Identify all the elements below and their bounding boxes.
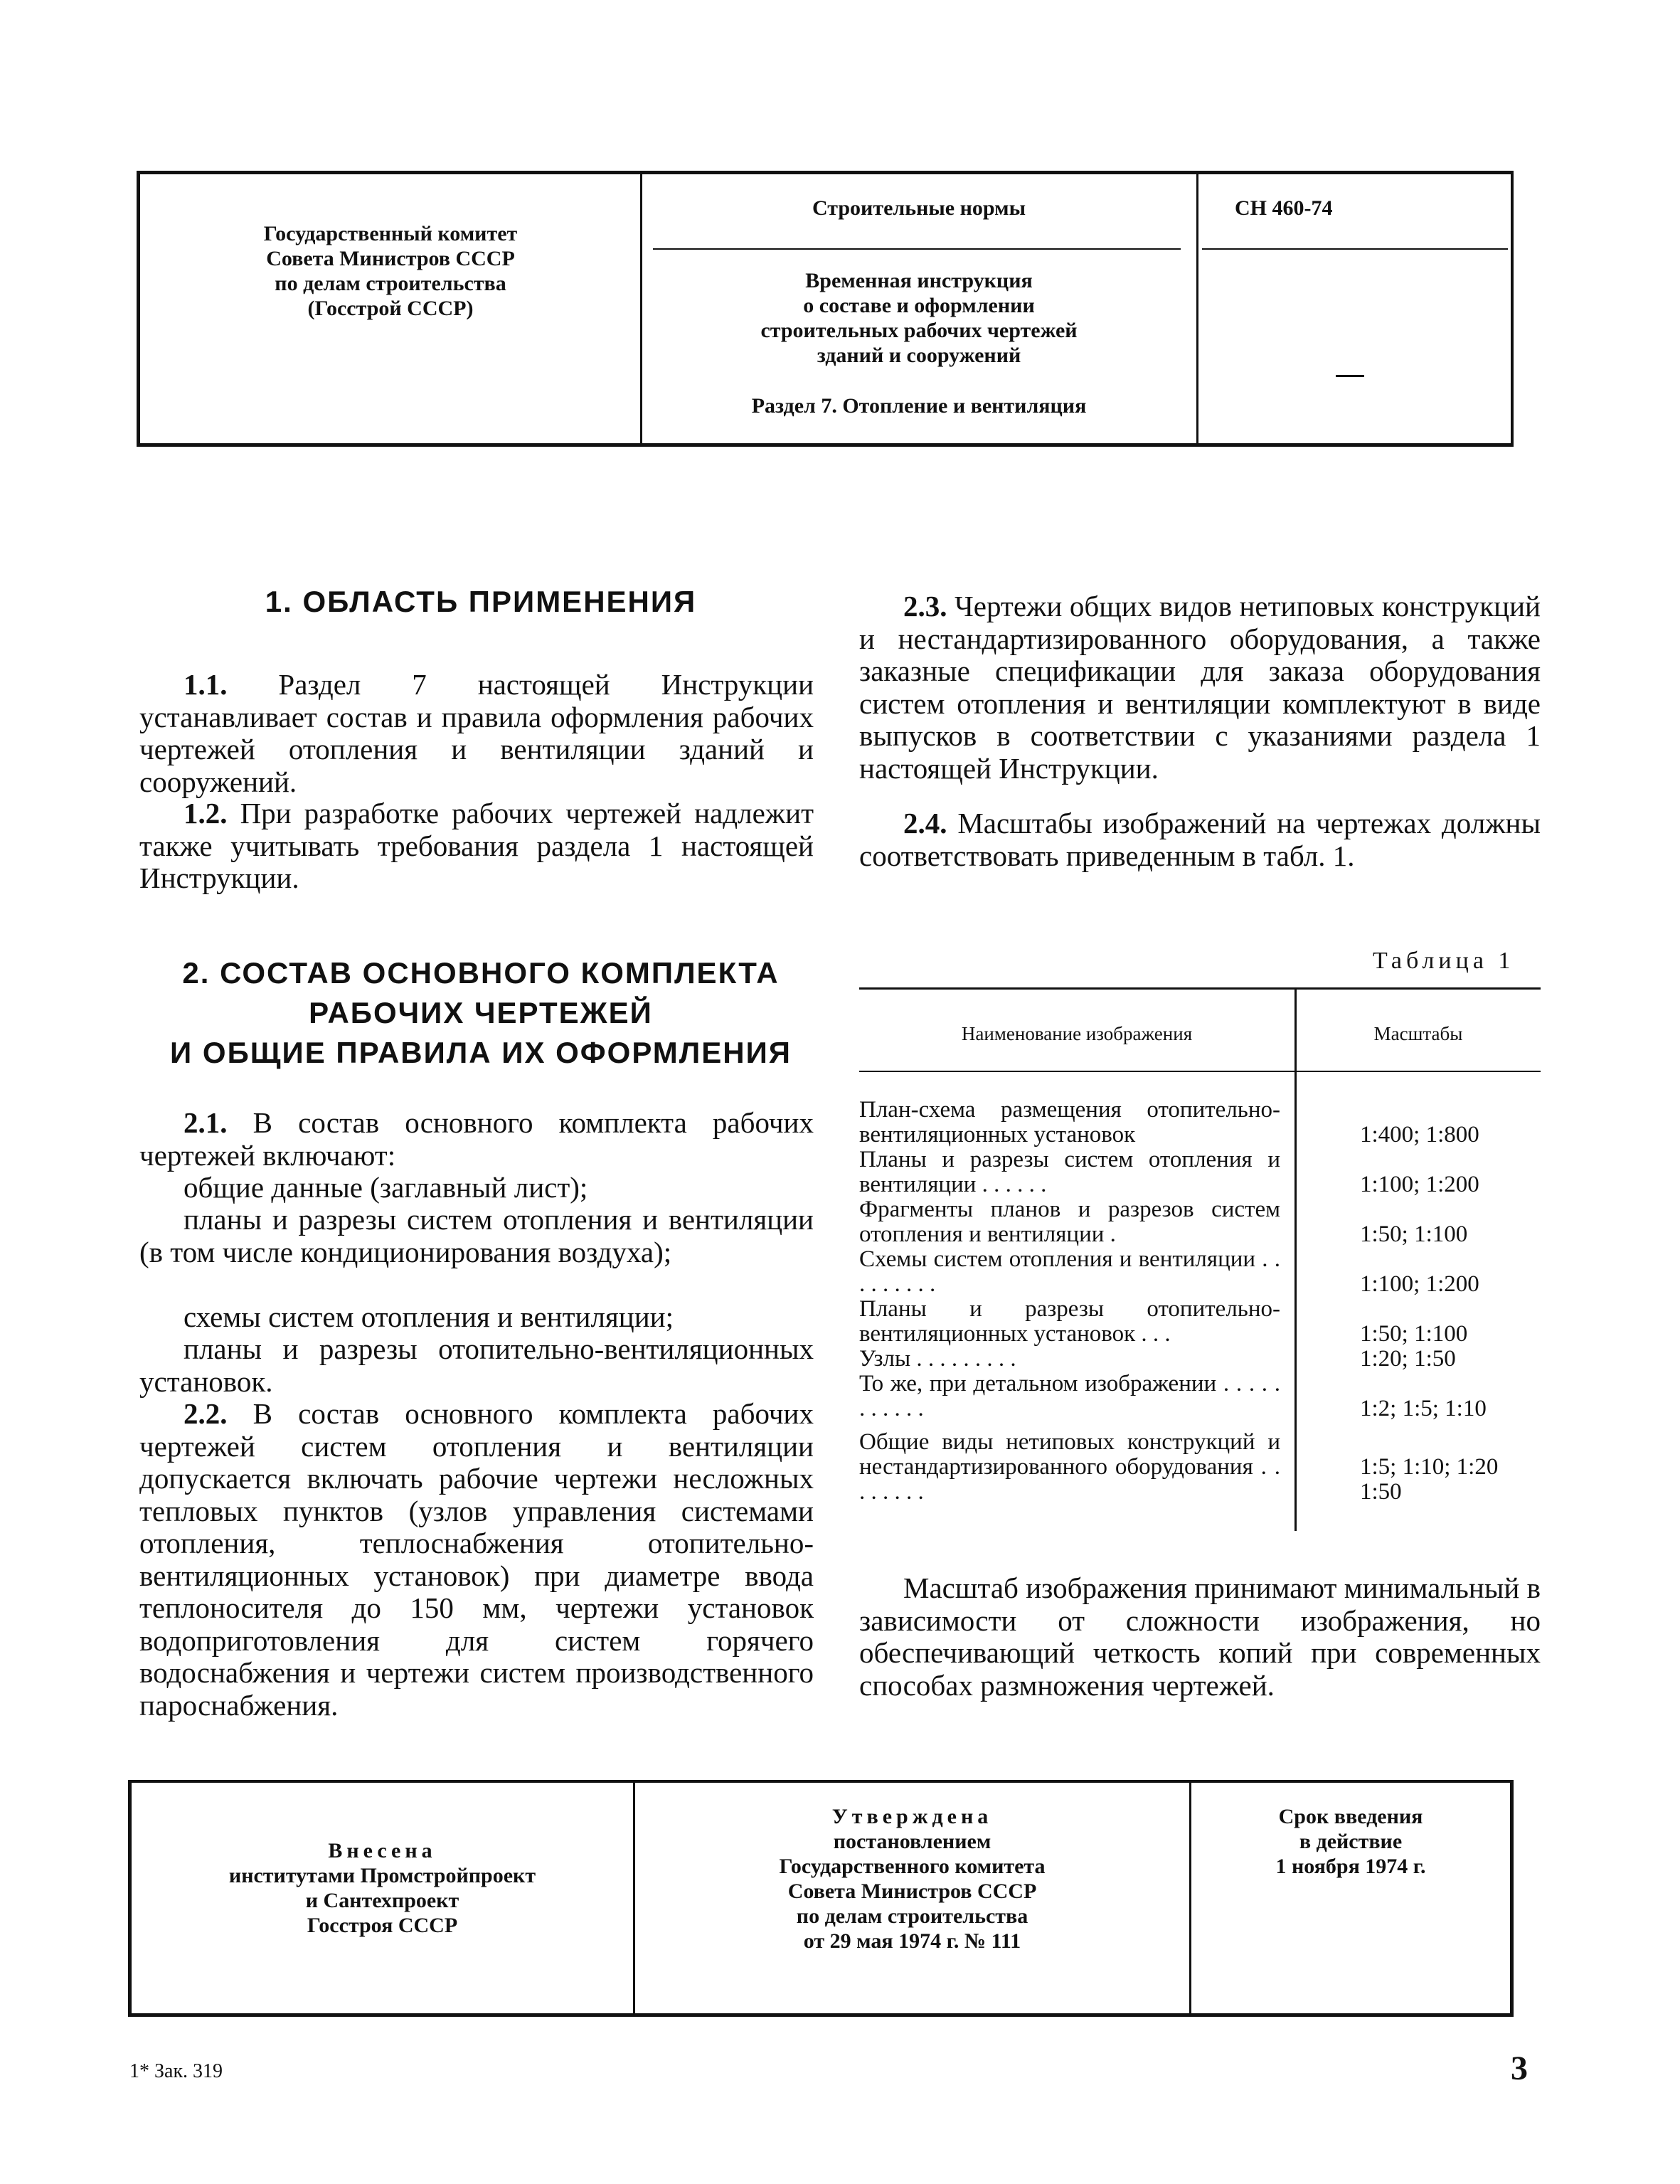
table-row-scale: 1:400; 1:800	[1360, 1122, 1479, 1147]
instruction-title	[642, 268, 1196, 368]
section1-title: 1. ОБЛАСТЬ ПРИМЕНЕНИЯ	[265, 585, 697, 618]
section2-title-line: И ОБЩИЕ ПРАВИЛА ИХ ОФОРМЛЕНИЯ	[170, 1036, 792, 1069]
paragraph-2-1	[139, 1107, 814, 1172]
instruction-line: строительных рабочих чертежей	[760, 319, 1078, 342]
committee-line: Совета Министров СССР	[266, 247, 515, 270]
paragraph-2-3	[859, 590, 1541, 785]
committee-line: по делам строительства	[275, 272, 506, 295]
list-item: планы и разрезы отопительно-вентиляционных установок.	[139, 1332, 814, 1398]
instruction-line: о составе и оформлении	[803, 294, 1035, 317]
table-row-name: План-схема размещения отопительно-вентиляционных установок	[859, 1097, 1280, 1147]
approved-title: Утверждена	[831, 1805, 993, 1828]
table-top-rule	[859, 987, 1541, 990]
table-row-scale: 1:20; 1:50	[1360, 1346, 1456, 1372]
list-item: планы и разрезы систем отопления и вентиляции (в том числе кондиционирования воздуха);	[139, 1203, 814, 1268]
table-row-scale: 1:50; 1:100	[1360, 1321, 1468, 1347]
paragraph-text: В состав основного комплекта рабочих чертежей включают:	[139, 1106, 814, 1172]
paragraph-number: 1.2.	[184, 797, 228, 829]
paragraph-2-2	[139, 1398, 814, 1722]
table-row-name: Планы и разрезы систем отопления и вентиляции . . . . . .	[859, 1147, 1280, 1197]
norms-label: Строительные нормы	[812, 196, 1026, 220]
approved-line: от 29 мая 1974 г. № 111	[803, 1929, 1021, 1953]
table-row-name: Планы и разрезы отопительно-вентиляционных установок . . .	[859, 1296, 1280, 1347]
effective-line: 1 ноября 1974 г.	[1275, 1855, 1426, 1878]
table-row-name: Схемы систем отопления и вентиляции . . . . . . . . .	[859, 1246, 1280, 1297]
approved-line: Государственного комитета	[779, 1855, 1046, 1878]
introduced-line: Госстроя СССР	[307, 1914, 458, 1937]
scale-note-paragraph: Масштаб изображения принимают минимальный в зависимости от сложности изображения, но обеспечивающий четкость копий при современных способах размножения чертежей.	[859, 1571, 1541, 1702]
effective-line: Срок введения	[1278, 1805, 1423, 1828]
section2-title-line: РАБОЧИХ ЧЕРТЕЖЕЙ	[309, 996, 653, 1029]
paragraph-number: 2.4.	[903, 807, 947, 839]
section2-title-line: 2. СОСТАВ ОСНОВНОГО КОМПЛЕКТА	[182, 956, 780, 990]
paragraph-text: Раздел 7 настоящей Инструкции устанавливает состав и правила оформления рабочих чертежей отопления и вентиляции зданий и сооружений.	[139, 668, 814, 798]
paragraph-text: В состав основного комплекта рабочих чертежей систем отопления и вентиляции допускается включать рабочие чертежи несложных тепловых пунктов (узлов управления системами отопления, теплоснабжения отопительно-вентиляционных установок) при диаметре ввода теплоносителя до 150 мм, чертежи установок водоприготовления для систем горячего водоснабжения и чертежи систем производственного пароснабжения.	[139, 1397, 814, 1722]
instruction-line: Временная инструкция	[805, 269, 1033, 292]
section-label: Раздел 7. Отопление и вентиляция	[751, 394, 1087, 418]
paragraph-number: 2.2.	[184, 1397, 228, 1430]
table-row-name: Фрагменты планов и разрезов систем отопления и вентиляции .	[859, 1197, 1280, 1247]
header-divider-2	[1196, 174, 1198, 443]
order-number: 1* Зак. 319	[129, 2060, 223, 2082]
introduced-line: и Сантехпроект	[305, 1889, 459, 1912]
table-row-scale: 1:2; 1:5; 1:10	[1360, 1396, 1487, 1421]
introduced-by	[132, 1838, 633, 1938]
norms-code: СН 460-74	[1235, 196, 1333, 220]
instruction-line: зданий и сооружений	[817, 344, 1021, 367]
committee-line: (Госстрой СССР)	[307, 297, 474, 320]
table-row-name: Узлы . . . . . . . . .	[859, 1346, 1016, 1372]
approval-box	[128, 1780, 1514, 2017]
table-header-scale: Масштабы	[1373, 1023, 1463, 1044]
page-number: 3	[1511, 2050, 1528, 2087]
table-header-name: Наименование изображения	[961, 1023, 1193, 1044]
table-row-name: Общие виды нетиповых конструкций и нестандартизированного оборудования . . . . . . . .	[859, 1429, 1280, 1505]
approved-line: постановлением	[833, 1830, 991, 1853]
effective-line: в действие	[1299, 1830, 1403, 1853]
introduced-line: институтами Промстройпроект	[228, 1864, 536, 1887]
paragraph-number: 2.3.	[903, 590, 947, 622]
paragraph-text: Чертежи общих видов нетиповых конструкций и нестандартизированного оборудования, а также заказные спецификации для заказа оборудования систем отопления и вентиляции комплектуют в виде выпусков в соответствии с указаниями раздела 1 настоящей Инструкции.	[859, 590, 1541, 785]
section2-title	[139, 953, 822, 1073]
header-dash	[1336, 375, 1364, 377]
paragraph-1-2	[139, 797, 814, 895]
committee-name	[139, 221, 642, 321]
paragraph-text: При разработке рабочих чертежей надлежит также учитывать требования раздела 1 настоящей Инструкции.	[139, 797, 814, 894]
effective-date	[1191, 1804, 1510, 1879]
approved-by	[635, 1804, 1189, 1954]
table-row-scale: 1:100; 1:200	[1360, 1172, 1479, 1197]
paragraph-1-1	[139, 669, 814, 798]
paragraph-text: Масштабы изображений на чертежах должны соответствовать приведенным в табл. 1.	[859, 807, 1541, 872]
table-row-scale: 1:5; 1:10; 1:20	[1360, 1454, 1499, 1480]
introduced-title: Внесена	[328, 1839, 437, 1862]
paragraph-number: 1.1.	[184, 668, 228, 701]
header-rule-middle	[653, 248, 1181, 250]
paragraph-number: 2.1.	[184, 1106, 228, 1139]
table-row-scale: 1:50	[1360, 1479, 1402, 1505]
committee-line: Государственный комитет	[263, 222, 518, 245]
approved-line: по делам строительства	[796, 1904, 1028, 1928]
table-row-scale: 1:100; 1:200	[1360, 1271, 1479, 1297]
header-rule-right	[1202, 248, 1508, 250]
header-box	[139, 171, 1514, 447]
list-item: схемы систем отопления и вентиляции;	[184, 1300, 674, 1333]
table-caption: Таблица 1	[1373, 948, 1515, 974]
list-item: общие данные (заглавный лист);	[184, 1171, 588, 1204]
table-header-rule	[859, 1071, 1541, 1072]
table-row-scale: 1:50; 1:100	[1360, 1221, 1468, 1247]
table-row-name: То же, при детальном изображении . . . . . . . . . . .	[859, 1371, 1280, 1421]
paragraph-2-4	[859, 807, 1541, 872]
approved-line: Совета Министров СССР	[787, 1880, 1037, 1903]
